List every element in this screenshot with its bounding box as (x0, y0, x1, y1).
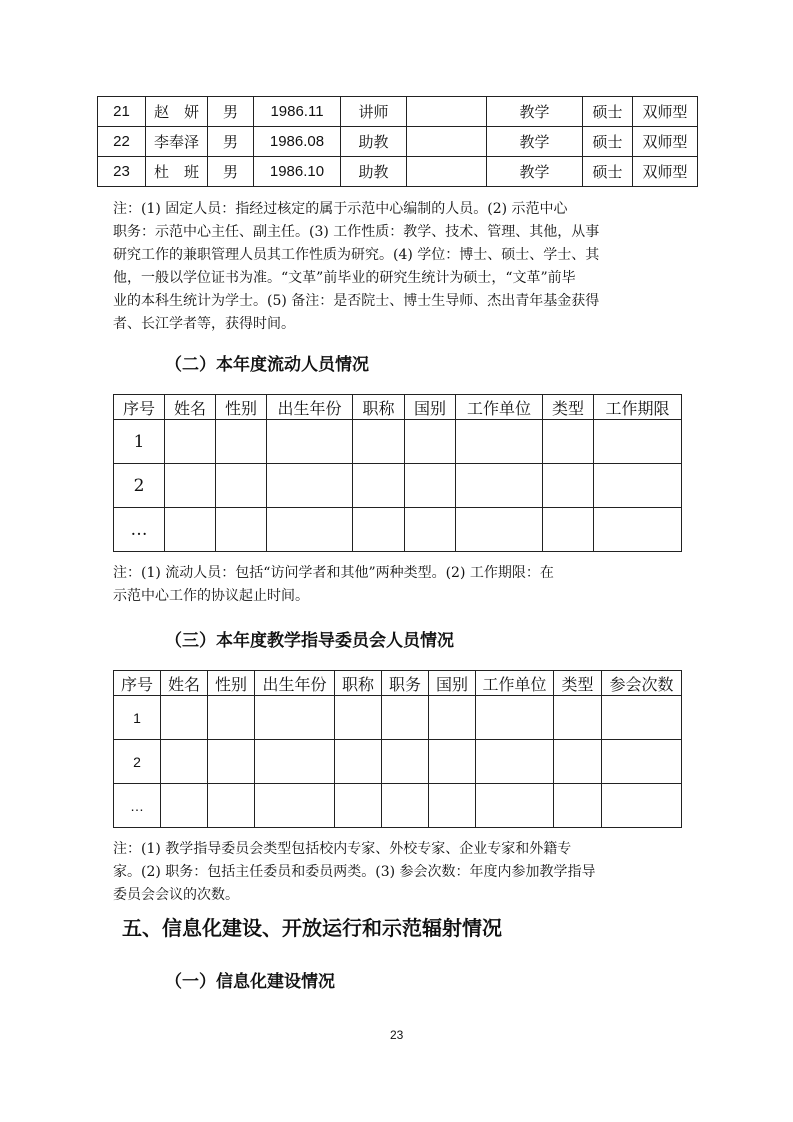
table-cell (429, 740, 476, 784)
staff-table (97, 96, 698, 187)
table-cell (267, 508, 353, 552)
note-line: 注：(1) 固定人员：指经过核定的属于示范中心编制的人员。(2) 示范中心 (113, 201, 568, 217)
table-cell: 1 (114, 696, 161, 740)
table-row (98, 127, 698, 157)
note-line: 者、长江学者等，获得时间。 (113, 316, 295, 332)
note-line: 示范中心工作的协议起止时间。 (113, 588, 309, 604)
mobile-staff-table-header (114, 395, 682, 420)
table-cell: 硕士 (583, 127, 633, 157)
table-cell: 硕士 (583, 97, 633, 127)
note-line: 他，一般以学位证书为准。“文革”前毕业的研究生统计为硕士，“文革”前毕 (113, 270, 576, 286)
table-cell (165, 420, 216, 464)
table-cell: 22 (98, 127, 146, 157)
committee-table (113, 670, 682, 828)
table-cell (602, 696, 682, 740)
column-header: 工作单位 (476, 671, 554, 696)
table-cell (255, 740, 335, 784)
table-cell (594, 508, 682, 552)
table-cell (456, 508, 543, 552)
committee-table-body (114, 696, 682, 828)
table-cell (255, 696, 335, 740)
table-row (98, 97, 698, 127)
table-cell: 杜 班 (146, 157, 208, 187)
table-cell (353, 464, 405, 508)
table-cell (476, 740, 554, 784)
note-line: 家。(2) 职务：包括主任委员和委员两类。(3) 参会次数：年度内参加教学指导 (113, 864, 596, 880)
table-row (98, 157, 698, 187)
mobile-staff-note (113, 562, 693, 608)
column-header: 工作单位 (456, 395, 543, 420)
table-cell (216, 464, 267, 508)
table-cell (594, 420, 682, 464)
table-cell: 2 (114, 740, 161, 784)
table-cell (429, 696, 476, 740)
table-cell: … (114, 784, 161, 828)
table-cell (543, 420, 594, 464)
column-header: 职称 (353, 395, 405, 420)
page-number: 23 (390, 1028, 404, 1042)
column-header: 序号 (114, 395, 165, 420)
column-header: 类型 (543, 395, 594, 420)
column-header: 序号 (114, 671, 161, 696)
table-row (114, 508, 682, 552)
note-line: 注：(1) 教学指导委员会类型包括校内专家、外校专家、企业专家和外籍专 (113, 841, 572, 857)
table-cell (353, 508, 405, 552)
table-cell (165, 508, 216, 552)
table-row (114, 740, 682, 784)
table-cell: 2 (114, 464, 165, 508)
table-cell: 21 (98, 97, 146, 127)
table-cell: 男 (208, 97, 254, 127)
note-line: 研究工作的兼职管理人员其工作性质为研究。(4) 学位：博士、硕士、学士、其 (113, 247, 600, 263)
table-cell (602, 740, 682, 784)
table-cell: 双师型 (633, 127, 698, 157)
table-cell: 硕士 (583, 157, 633, 187)
table-cell: 教学 (487, 157, 583, 187)
table-cell: 男 (208, 157, 254, 187)
table-cell (382, 696, 429, 740)
table-cell (353, 420, 405, 464)
table-cell: 助教 (341, 157, 407, 187)
column-header: 性别 (208, 671, 255, 696)
table-cell: … (114, 508, 165, 552)
table-row (114, 784, 682, 828)
table-row (114, 464, 682, 508)
staff-table-body (98, 97, 698, 187)
column-header: 工作期限 (594, 395, 682, 420)
table-cell: 教学 (487, 97, 583, 127)
table-cell (405, 420, 456, 464)
table-cell (407, 97, 487, 127)
column-header: 参会次数 (602, 671, 682, 696)
table-cell (161, 784, 208, 828)
table-cell (476, 696, 554, 740)
table-cell (543, 464, 594, 508)
table-cell: 助教 (341, 127, 407, 157)
table-cell (216, 508, 267, 552)
table-cell (476, 784, 554, 828)
table-cell (161, 740, 208, 784)
table-cell (335, 696, 382, 740)
column-header: 姓名 (161, 671, 208, 696)
column-header: 国别 (429, 671, 476, 696)
mobile-staff-table-body (114, 420, 682, 552)
table-cell (208, 740, 255, 784)
table-cell: 1986.08 (254, 127, 341, 157)
committee-table-header (114, 671, 682, 696)
note-line: 注：(1) 流动人员：包括“访问学者和其他”两种类型。(2) 工作期限：在 (113, 565, 554, 581)
committee-note (113, 838, 693, 907)
note-line: 职务：示范中心主任、副主任。(3) 工作性质：教学、技术、管理、其他，从事 (113, 224, 600, 240)
table-row (114, 420, 682, 464)
table-cell (255, 784, 335, 828)
table-cell (407, 157, 487, 187)
table-cell (456, 464, 543, 508)
table-cell (594, 464, 682, 508)
column-header: 国别 (405, 395, 456, 420)
table-cell: 1986.11 (254, 97, 341, 127)
table-cell (554, 696, 602, 740)
table-cell (405, 508, 456, 552)
column-header: 出生年份 (255, 671, 335, 696)
column-header: 性别 (216, 395, 267, 420)
table-cell (602, 784, 682, 828)
table-cell (165, 464, 216, 508)
section-2-title: （二）本年度流动人员情况 (165, 355, 369, 375)
column-header: 出生年份 (267, 395, 353, 420)
table-cell (456, 420, 543, 464)
column-header: 姓名 (165, 395, 216, 420)
table-cell (161, 696, 208, 740)
table-cell (267, 464, 353, 508)
table-cell: 男 (208, 127, 254, 157)
table-cell (208, 696, 255, 740)
table-cell: 双师型 (633, 157, 698, 187)
table-cell (429, 784, 476, 828)
table-cell (335, 740, 382, 784)
table-cell (554, 784, 602, 828)
table-cell (554, 740, 602, 784)
staff-table-note (113, 198, 693, 336)
table-cell (407, 127, 487, 157)
note-line: 业的本科生统计为学士。(5) 备注：是否院士、博士生导师、杰出青年基金获得 (113, 293, 600, 309)
heading-5: 五、信息化建设、开放运行和示范辐射情况 (122, 916, 502, 940)
mobile-staff-table (113, 394, 682, 552)
table-cell (335, 784, 382, 828)
table-cell (382, 740, 429, 784)
table-cell: 李奉泽 (146, 127, 208, 157)
table-row (114, 696, 682, 740)
table-cell: 23 (98, 157, 146, 187)
section-3-title: （三）本年度教学指导委员会人员情况 (165, 631, 454, 651)
table-cell: 1986.10 (254, 157, 341, 187)
subheading-5-1: （一）信息化建设情况 (165, 972, 335, 992)
table-cell (543, 508, 594, 552)
table-cell (267, 420, 353, 464)
note-line: 委员会会议的次数。 (113, 887, 239, 903)
table-cell (405, 464, 456, 508)
table-cell: 教学 (487, 127, 583, 157)
table-cell (216, 420, 267, 464)
table-cell: 1 (114, 420, 165, 464)
column-header: 类型 (554, 671, 602, 696)
table-cell: 双师型 (633, 97, 698, 127)
column-header: 职称 (335, 671, 382, 696)
table-cell: 赵 妍 (146, 97, 208, 127)
table-cell: 讲师 (341, 97, 407, 127)
table-cell (208, 784, 255, 828)
column-header: 职务 (382, 671, 429, 696)
table-cell (382, 784, 429, 828)
